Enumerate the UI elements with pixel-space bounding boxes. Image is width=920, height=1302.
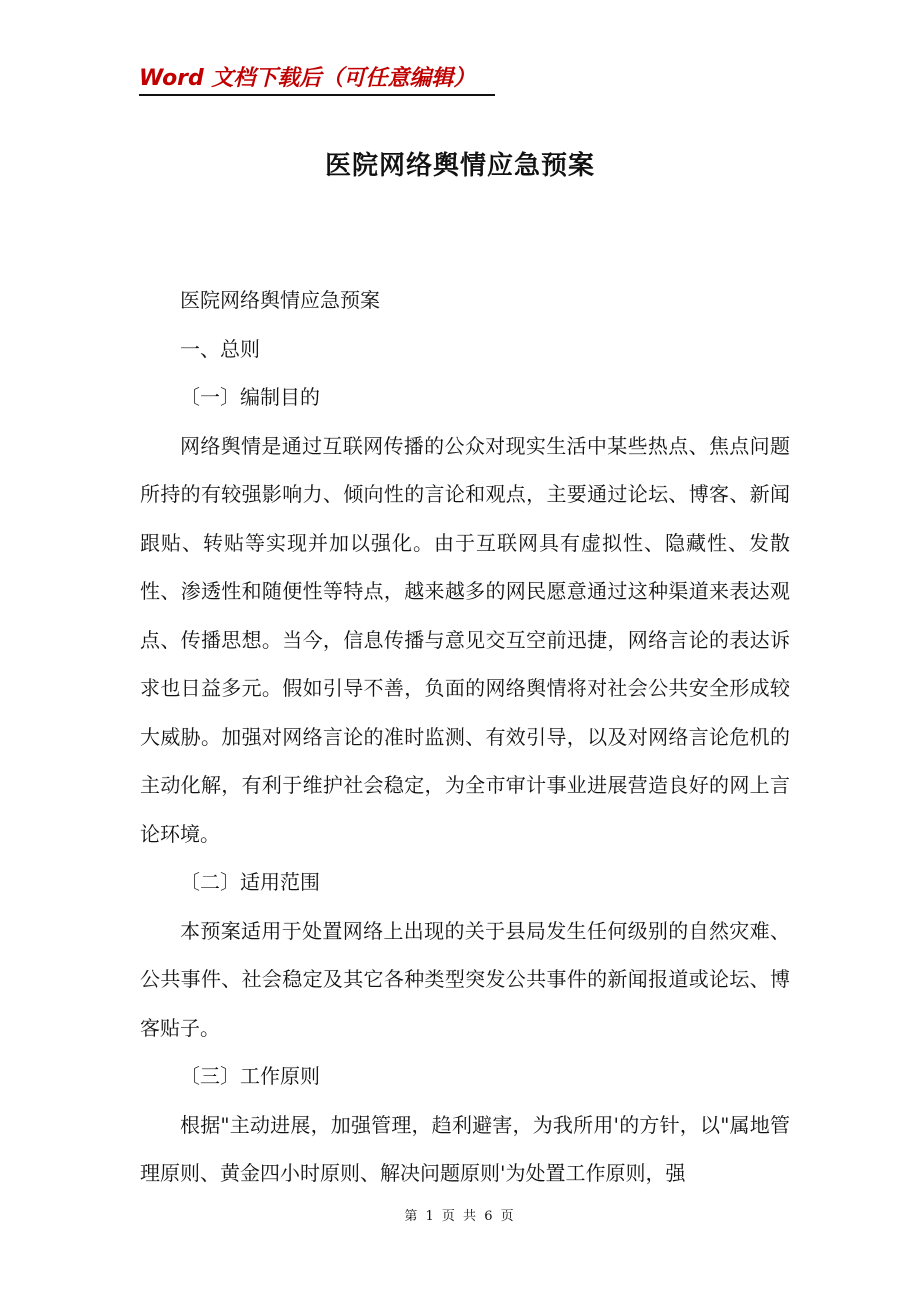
download-banner-text: Word 文档下载后（可任意编辑） — [139, 66, 476, 91]
heading-work-principles: 〔三〕工作原则 — [180, 1064, 320, 1088]
paragraph-subtitle: 医院网络舆情应急预案 — [180, 288, 380, 312]
paragraph-scope: 本预案适用于处置网络上出现的关于县局发生任何级别的自然灾难、公共事件、社会稳定及其它各种类型突发公共事件的新闻报道或论坛、博客贴子。 — [140, 918, 790, 1040]
document-title: 医院网络舆情应急预案 — [324, 151, 595, 181]
heading-purpose: 〔一〕编制目的 — [180, 385, 320, 409]
document-body — [140, 276, 790, 1198]
download-banner — [139, 64, 495, 96]
paragraph-work-principles: 根据"主动进展，加强管理，趋利避害，为我所用'的方针，以"属地管理原则、黄金四小时原则、解决问题原则'为处置工作原则，强 — [140, 1112, 790, 1185]
heading-scope: 〔二〕适用范围 — [180, 870, 320, 894]
heading-general-principles: 一、总则 — [180, 336, 260, 361]
paragraph-purpose: 网络舆情是通过互联网传播的公众对现实生活中某些热点、焦点问题所持的有较强影响力、倾向性的言论和观点，主要通过论坛、博客、新闻跟贴、转贴等实现并加以强化。由于互联网具有虚拟性、隐藏性、发散性、渗透性和随便性等特点，越来越多的网民愿意通过这种渠道来表达观点、传播思想。当今，信息传播与意见交互空前迅捷，网络言论的表达诉求也日益多元。假如引导不善，负面的网络舆情将对社会公共安全形成较大威胁。加强对网络言论的准时监测、有效引导，以及对网络言论危机的主动化解，有利于维护社会稳定，为全市审计事业进展营造良好的网上言论环境。 — [140, 433, 790, 846]
page-number: 第 1 页 共 6 页 — [404, 1209, 516, 1224]
